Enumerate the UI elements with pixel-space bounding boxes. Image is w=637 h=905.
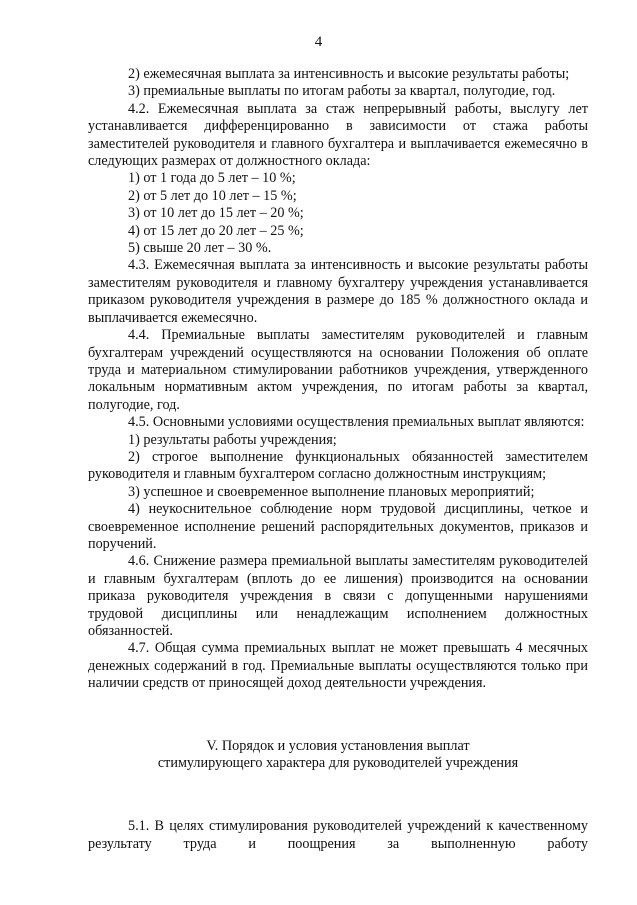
paragraph: 4.5. Основными условиями осуществления премиальных выплат являются: [128, 414, 585, 431]
paragraph: 3) успешное и своевременное выполнение плановых мероприятий; [128, 483, 535, 500]
paragraph: 2) от 5 лет до 10 лет – 15 %; [128, 187, 297, 204]
paragraph: 4.2. Ежемесячная выплата за стаж непрерывный работы, выслугу лет устанавливается дифференцированно в зависимости от стажа работы заместителей руководителя и главного бухгалтера и выплачивается ежемесячно в следующих размерах от должностного оклада: [88, 100, 588, 170]
paragraph: 4) от 15 лет до 20 лет – 25 %; [128, 222, 304, 239]
paragraph: 4) неукоснительное соблюдение норм трудовой дисциплины, четкое и своевременное исполнение решений распорядительных документов, приказов и поручений. [88, 501, 588, 552]
paragraph: 4.6. Снижение размера премиальной выплаты заместителям руководителей и главным бухгалтерам (вплоть до ее лишения) производится на основании приказа руководителя учреждения в связи с допущенными нарушениями трудовой дисциплины или ненадлежащим исполнением должностных обязанностей. [88, 553, 588, 639]
page-number: 4 [314, 34, 323, 50]
document-body [88, 66, 588, 853]
paragraph: 2) строгое выполнение функциональных обязанностей заместителем руководителя и главным бухгалтером согласно должностным инструкциям; [88, 448, 588, 483]
paragraph: 5) свыше 20 лет – 30 %. [128, 240, 272, 257]
paragraph: 4.3. Ежемесячная выплата за интенсивность и высокие результаты работы заместителям руководителя и главному бухгалтеру учреждения устанавливается приказом руководителя учреждения в размере до 185 % должностного оклада и выплачивается ежемесячно. [88, 257, 588, 326]
paragraph: 2) ежемесячная выплата за интенсивность и высокие результаты работы; [128, 66, 570, 82]
spacer [88, 787, 588, 804]
paragraph: 5.1. В целях стимулирования руководителей учреждений к качественному результату труда и поощрения за выполненную работу [88, 818, 588, 852]
spacer [88, 707, 588, 724]
paragraph: 3) от 10 лет до 15 лет – 20 %; [128, 205, 304, 222]
paragraph: 1) от 1 года до 5 лет – 10 %; [128, 170, 296, 187]
section-heading: V. Порядок и условия установления выплат [206, 738, 470, 754]
paragraph: 1) результаты работы учреждения; [128, 431, 337, 448]
paragraph: 4.4. Премиальные выплаты заместителям руководителей и главным бухгалтерам учреждений осуществляются на основании Положения об оплате труда и материальном стимулировании работников учреждения, утвержденного локальным нормативным актом учреждения, по итогам работы за квартал, полугодие, год. [88, 327, 588, 413]
section-heading: стимулирующего характера для руководителей учреждения [157, 755, 519, 772]
paragraph: 3) премиальные выплаты по итогам работы за квартал, полугодие, год. [128, 83, 556, 100]
paragraph: 4.7. Общая сумма премиальных выплат не может превышать 4 месячных денежных содержаний в год. Премиальные выплаты осуществляются только при наличии средств от приносящей доход деятельности учреждения. [88, 640, 588, 692]
